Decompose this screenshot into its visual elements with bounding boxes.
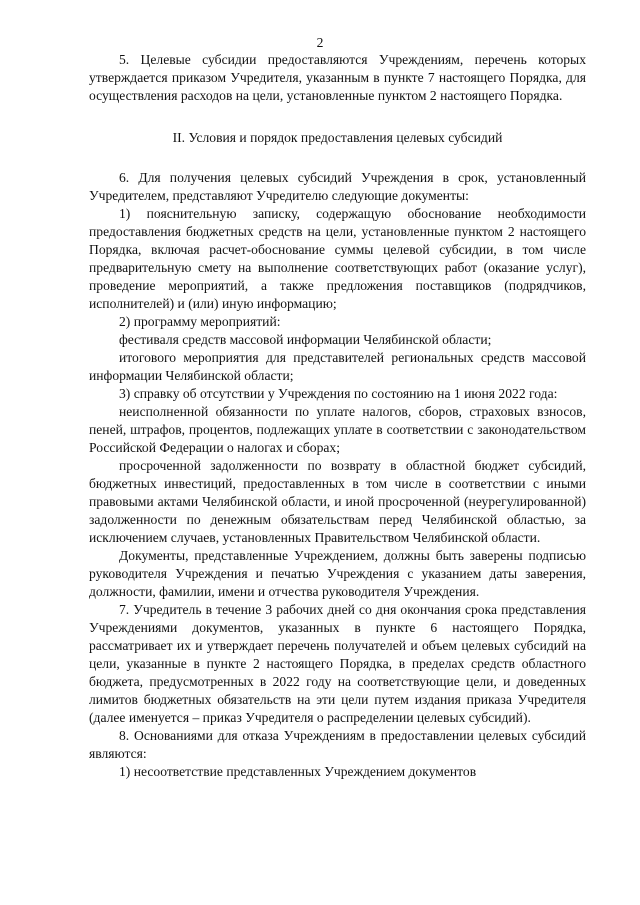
page-number: 2 [316, 35, 324, 50]
certificate-taxes: неисполненной обязанности по уплате налогов, сборов, страховых взносов, пеней, штрафов, процентов, подлежащих уплате в соответствии с законодательством Российской Федерации о налогах и сборах; [89, 404, 586, 455]
documents-certification: Документы, представленные Учреждением, должны быть заверены подписью руководителя Учреждения и печатью Учреждения с указанием даты заверения, должности, фамилии, имени и отчества руководителя Учреждения. [89, 548, 586, 599]
paragraph-7: 7. Учредитель в течение 3 рабочих дней со дня окончания срока представления Учреждениями документов, указанных в пункте 6 настоящего Порядка, рассматривает их и утверждает перечень получателей и объем целевых субсидий на цели, указанные в пункте 2 настоящего Порядка, в пределах средств областного бюджета, предусмотренных в 2022 году на соответствующие цели, и доведенных лимитов бюджетных обязательств на эти цели путем издания приказа Учредителя (далее именуется – приказ Учредителя о распределении целевых субсидий). [89, 602, 586, 725]
paragraph-8-item-1: 1) несоответствие представленных Учреждением документов [119, 764, 477, 779]
paragraph-6-item-2: 2) программу мероприятий: [119, 314, 281, 329]
paragraph-5: 5. Целевые субсидии предоставляются Учреждениям, перечень которых утверждается приказом Учредителя, указанным в пункте 7 настоящего Порядка, для осуществления расходов на цели, установленные пунктом 2 настоящего Порядка. [89, 52, 586, 103]
certificate-debts: просроченной задолженности по возврату в областной бюджет субсидий, бюджетных инвестиций, предоставленных в том числе в соответствии с иными правовыми актами Челябинской области, и иной просроченной (неурегулированной) задолженности по денежным обязательствам перед Челябинской областью, за исключением случаев, установленных Правительством Челябинской области. [89, 458, 586, 545]
paragraph-8: 8. Основаниями для отказа Учреждениям в предоставлении целевых субсидий являются: [89, 728, 586, 761]
paragraph-6-item-3: 3) справку об отсутствии у Учреждения по состоянию на 1 июня 2022 года: [119, 386, 558, 401]
paragraph-6: 6. Для получения целевых субсидий Учреждения в срок, установленный Учредителем, представляют Учредителю следующие документы: [89, 170, 586, 203]
program-final-event: итогового мероприятия для представителей региональных средств массовой информации Челябинской области; [89, 350, 586, 383]
program-festival: фестиваля средств массовой информации Челябинской области; [119, 332, 492, 347]
paragraph-6-item-1: 1) пояснительную записку, содержащую обоснование необходимости предоставления бюджетных средств на цели, установленные пунктом 2 настоящего Порядка, включая расчет-обоснование суммы целевой субсидии, в том числе предварительную смету на выполнение соответствующих работ (оказание услуг), проведение мероприятий, а также предложения поставщиков (подрядчиков, исполнителей) и (или) иную информацию; [89, 206, 586, 311]
document-body [89, 51, 586, 781]
section-heading: II. Условия и порядок предоставления целевых субсидий [172, 130, 503, 145]
